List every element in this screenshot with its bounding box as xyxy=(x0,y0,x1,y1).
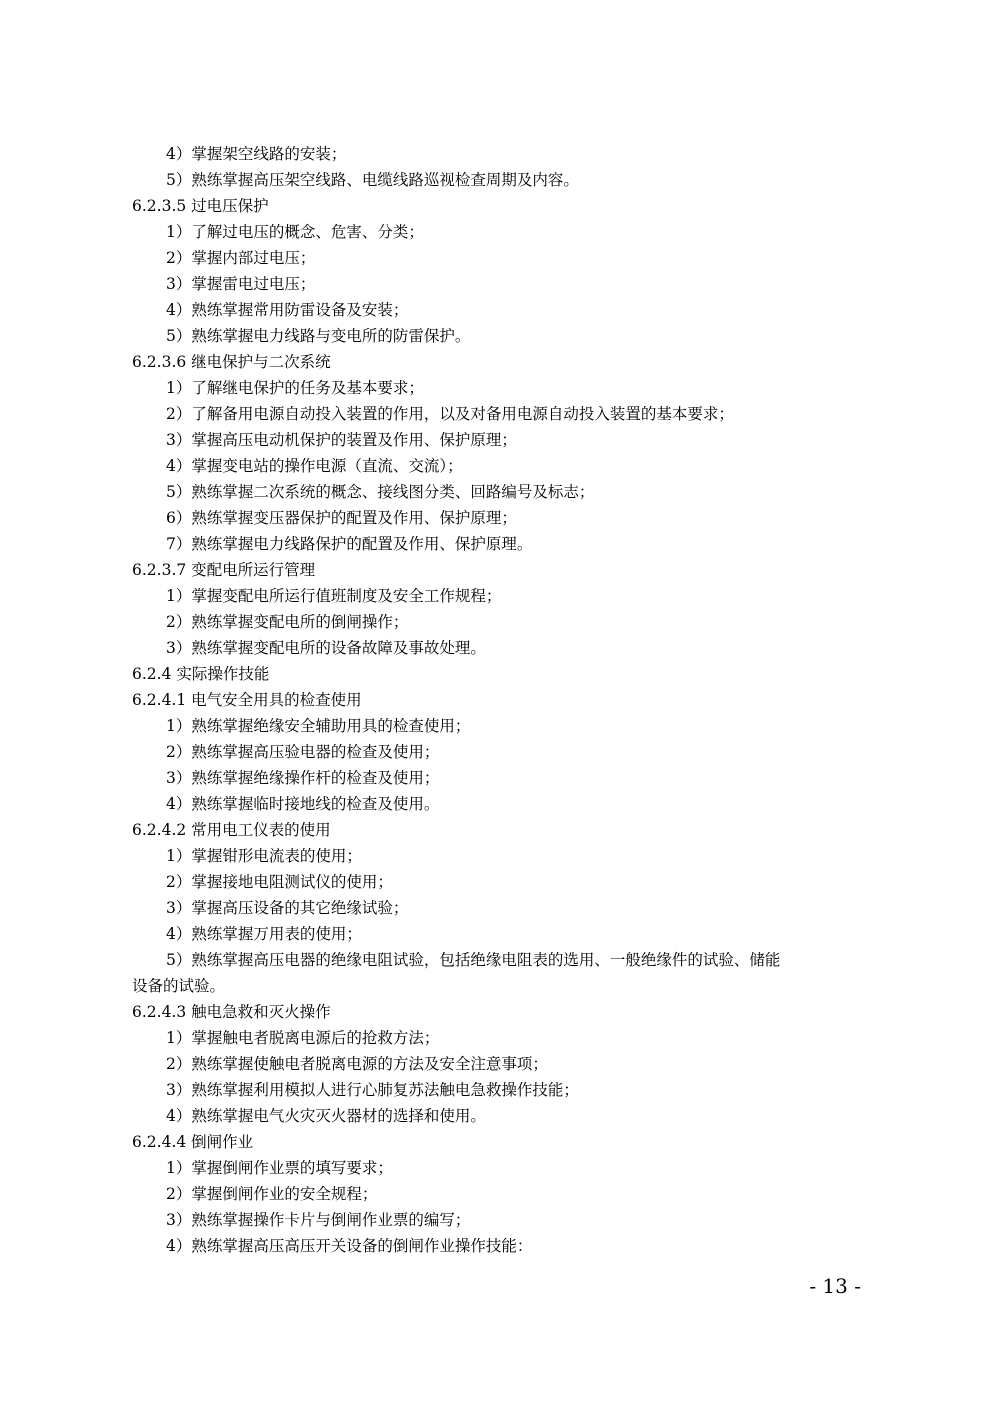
list-item: 4）熟练掌握临时接地线的检查及使用。 xyxy=(166,795,440,813)
list-item: 1）掌握钳形电流表的使用； xyxy=(166,847,362,865)
list-item: 3）熟练掌握利用模拟人进行心肺复苏法触电急救操作技能； xyxy=(166,1081,579,1099)
list-item: 5）熟练掌握电力线路与变电所的防雷保护。 xyxy=(166,327,471,345)
list-item: 1）掌握触电者脱离电源后的抢救方法； xyxy=(166,1029,440,1047)
section-heading: 6.2.4.2 常用电工仪表的使用 xyxy=(132,821,331,839)
section-heading: 6.2.3.7 变配电所运行管理 xyxy=(132,561,316,579)
section-heading: 6.2.3.5 过电压保护 xyxy=(132,197,269,215)
page-number: - 13 - xyxy=(809,1274,861,1298)
list-item: 3）掌握高压电动机保护的装置及作用、保护原理； xyxy=(166,431,517,449)
section-heading: 6.2.4 实际操作技能 xyxy=(132,665,270,683)
section-heading: 6.2.3.6 继电保护与二次系统 xyxy=(132,353,331,371)
list-item: 1）掌握倒闸作业票的填写要求； xyxy=(166,1159,393,1177)
list-item: 4）熟练掌握电气火灾灭火器材的选择和使用。 xyxy=(166,1107,486,1125)
list-item: 4）掌握架空线路的安装； xyxy=(166,145,347,163)
list-item: 4）熟练掌握高压高压开关设备的倒闸作业操作技能： xyxy=(166,1237,533,1255)
list-item: 3）熟练掌握变配电所的设备故障及事故处理。 xyxy=(166,639,486,657)
list-item: 1）了解继电保护的任务及基本要求； xyxy=(166,379,424,397)
list-item: 2）掌握接地电阻测试仪的使用； xyxy=(166,873,393,891)
list-item: 1）掌握变配电所运行值班制度及安全工作规程； xyxy=(166,587,502,605)
list-item: 1）熟练掌握绝缘安全辅助用具的检查使用； xyxy=(166,717,471,735)
list-item: 3）掌握雷电过电压； xyxy=(166,275,316,293)
list-item: 5）熟练掌握高压电器的绝缘电阻试验，包括绝缘电阻表的选用、一般绝缘件的试验、储能 xyxy=(166,951,781,969)
list-item: 2）熟练掌握使触电者脱离电源的方法及安全注意事项； xyxy=(166,1055,548,1073)
list-item: 3）熟练掌握绝缘操作杆的检查及使用； xyxy=(166,769,440,787)
list-item: 2）掌握倒闸作业的安全规程； xyxy=(166,1185,378,1203)
list-item: 2）熟练掌握高压验电器的检查及使用； xyxy=(166,743,440,761)
list-item: 4）熟练掌握万用表的使用； xyxy=(166,925,362,943)
list-item: 3）熟练掌握操作卡片与倒闸作业票的编写； xyxy=(166,1211,471,1229)
section-heading: 6.2.4.1 电气安全用具的检查使用 xyxy=(132,691,362,709)
document-body xyxy=(132,141,867,1259)
list-item: 7）熟练掌握电力线路保护的配置及作用、保护原理。 xyxy=(166,535,533,553)
section-heading: 设备的试验。 xyxy=(132,977,226,995)
list-item: 2）了解备用电源自动投入装置的作用，以及对备用电源自动投入装置的基本要求； xyxy=(166,405,734,423)
list-item: 5）熟练掌握高压架空线路、电缆线路巡视检查周期及内容。 xyxy=(166,171,579,189)
list-item: 4）熟练掌握常用防雷设备及安装； xyxy=(166,301,409,319)
list-item: 5）熟练掌握二次系统的概念、接线图分类、回路编号及标志； xyxy=(166,483,595,501)
section-heading: 6.2.4.3 触电急救和灭火操作 xyxy=(132,1003,331,1021)
list-item: 6）熟练掌握变压器保护的配置及作用、保护原理； xyxy=(166,509,517,527)
list-item: 1）了解过电压的概念、危害、分类； xyxy=(166,223,424,241)
list-item: 4）掌握变电站的操作电源（直流、交流）； xyxy=(166,457,463,475)
list-item: 2）熟练掌握变配电所的倒闸操作； xyxy=(166,613,409,631)
list-item: 2）掌握内部过电压； xyxy=(166,249,316,267)
list-item: 3）掌握高压设备的其它绝缘试验； xyxy=(166,899,409,917)
section-heading: 6.2.4.4 倒闸作业 xyxy=(132,1133,254,1151)
